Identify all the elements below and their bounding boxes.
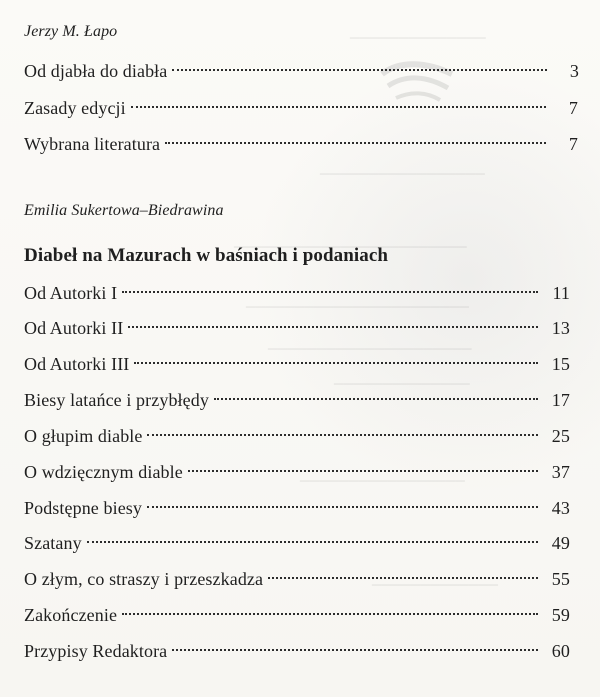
author-emilia-sukertowa-biedrawina: Emilia Sukertowa–Biedrawina bbox=[24, 202, 224, 219]
entry-title: Zakończenie bbox=[24, 605, 118, 625]
page-number: 55 bbox=[551, 569, 570, 589]
toc-entry bbox=[24, 387, 570, 413]
entry-title: Biesy latańce i przybłędy bbox=[24, 390, 209, 410]
ghost-line: ______________ bbox=[334, 366, 470, 387]
entry-title: Od djabła do diabła bbox=[24, 61, 168, 81]
page-number: 43 bbox=[551, 498, 570, 518]
dot-leader bbox=[147, 434, 538, 436]
ghost-line: ______________ bbox=[350, 20, 486, 41]
page-number: 17 bbox=[551, 390, 570, 410]
dot-leader bbox=[188, 470, 538, 472]
dot-leader bbox=[172, 69, 547, 71]
toc-entry bbox=[24, 602, 570, 628]
entry-title: Zasady edycji bbox=[24, 98, 126, 118]
entry-title: Od Autorki II bbox=[24, 318, 124, 338]
ghost-line: _________________ bbox=[320, 156, 485, 177]
toc-entry bbox=[24, 58, 579, 84]
entry-title: Szatany bbox=[24, 533, 82, 553]
dot-leader bbox=[131, 106, 546, 108]
page-number: 7 bbox=[568, 134, 578, 154]
toc-entry bbox=[24, 530, 570, 556]
page-number: 11 bbox=[552, 283, 570, 303]
dot-leader bbox=[87, 541, 538, 543]
toc-entry bbox=[24, 495, 570, 521]
page-number: 49 bbox=[551, 533, 570, 553]
toc-entry bbox=[24, 95, 578, 121]
entry-title: Wybrana literatura bbox=[24, 134, 161, 154]
author-jerzy-lapo: Jerzy M. Łapo bbox=[24, 23, 118, 40]
toc-entry bbox=[24, 131, 578, 157]
dot-leader bbox=[165, 142, 546, 144]
dot-leader bbox=[122, 291, 538, 293]
toc-entry bbox=[24, 459, 570, 485]
dot-leader bbox=[128, 326, 538, 328]
entry-title: Od Autorki I bbox=[24, 283, 118, 303]
ghost-line: _____________ bbox=[372, 567, 499, 588]
page-number: 3 bbox=[569, 61, 579, 81]
entry-title: O głupim diable bbox=[24, 426, 143, 446]
page-number: 59 bbox=[551, 605, 570, 625]
entry-title: Podstępne biesy bbox=[24, 498, 142, 518]
ghost-line: _________________ bbox=[300, 463, 465, 484]
page-number: 25 bbox=[551, 426, 570, 446]
dot-leader bbox=[268, 577, 538, 579]
dot-leader bbox=[147, 506, 538, 508]
entry-title: O złym, co straszy i przeszkadza bbox=[24, 569, 264, 589]
entry-title: Przypisy Redaktora bbox=[24, 641, 168, 661]
page-number: 60 bbox=[551, 641, 570, 661]
page-number: 15 bbox=[551, 354, 570, 374]
dot-leader bbox=[134, 362, 538, 364]
ghost-line: _____________________ bbox=[268, 331, 472, 352]
entry-title: Od Autorki III bbox=[24, 354, 130, 374]
toc-entry bbox=[24, 315, 570, 341]
entry-title: O wdzięcznym diable bbox=[24, 462, 183, 482]
page-number: 7 bbox=[568, 98, 578, 118]
ghost-line: ________________________ bbox=[234, 229, 467, 250]
toc-entry bbox=[24, 566, 570, 592]
page-number: 37 bbox=[551, 462, 570, 482]
toc-entry bbox=[24, 423, 570, 449]
toc-entry bbox=[24, 638, 570, 664]
toc-entry bbox=[24, 280, 570, 310]
dot-leader bbox=[214, 398, 538, 400]
section-title: Diabeł na Mazurach w baśniach i podaniach bbox=[24, 245, 389, 266]
toc-entry bbox=[24, 351, 570, 377]
page-number: 13 bbox=[551, 318, 570, 338]
table-of-contents bbox=[24, 0, 600, 697]
ghost-line: _______________________ bbox=[246, 289, 470, 310]
dot-leader bbox=[172, 649, 538, 651]
dot-leader bbox=[122, 613, 538, 615]
